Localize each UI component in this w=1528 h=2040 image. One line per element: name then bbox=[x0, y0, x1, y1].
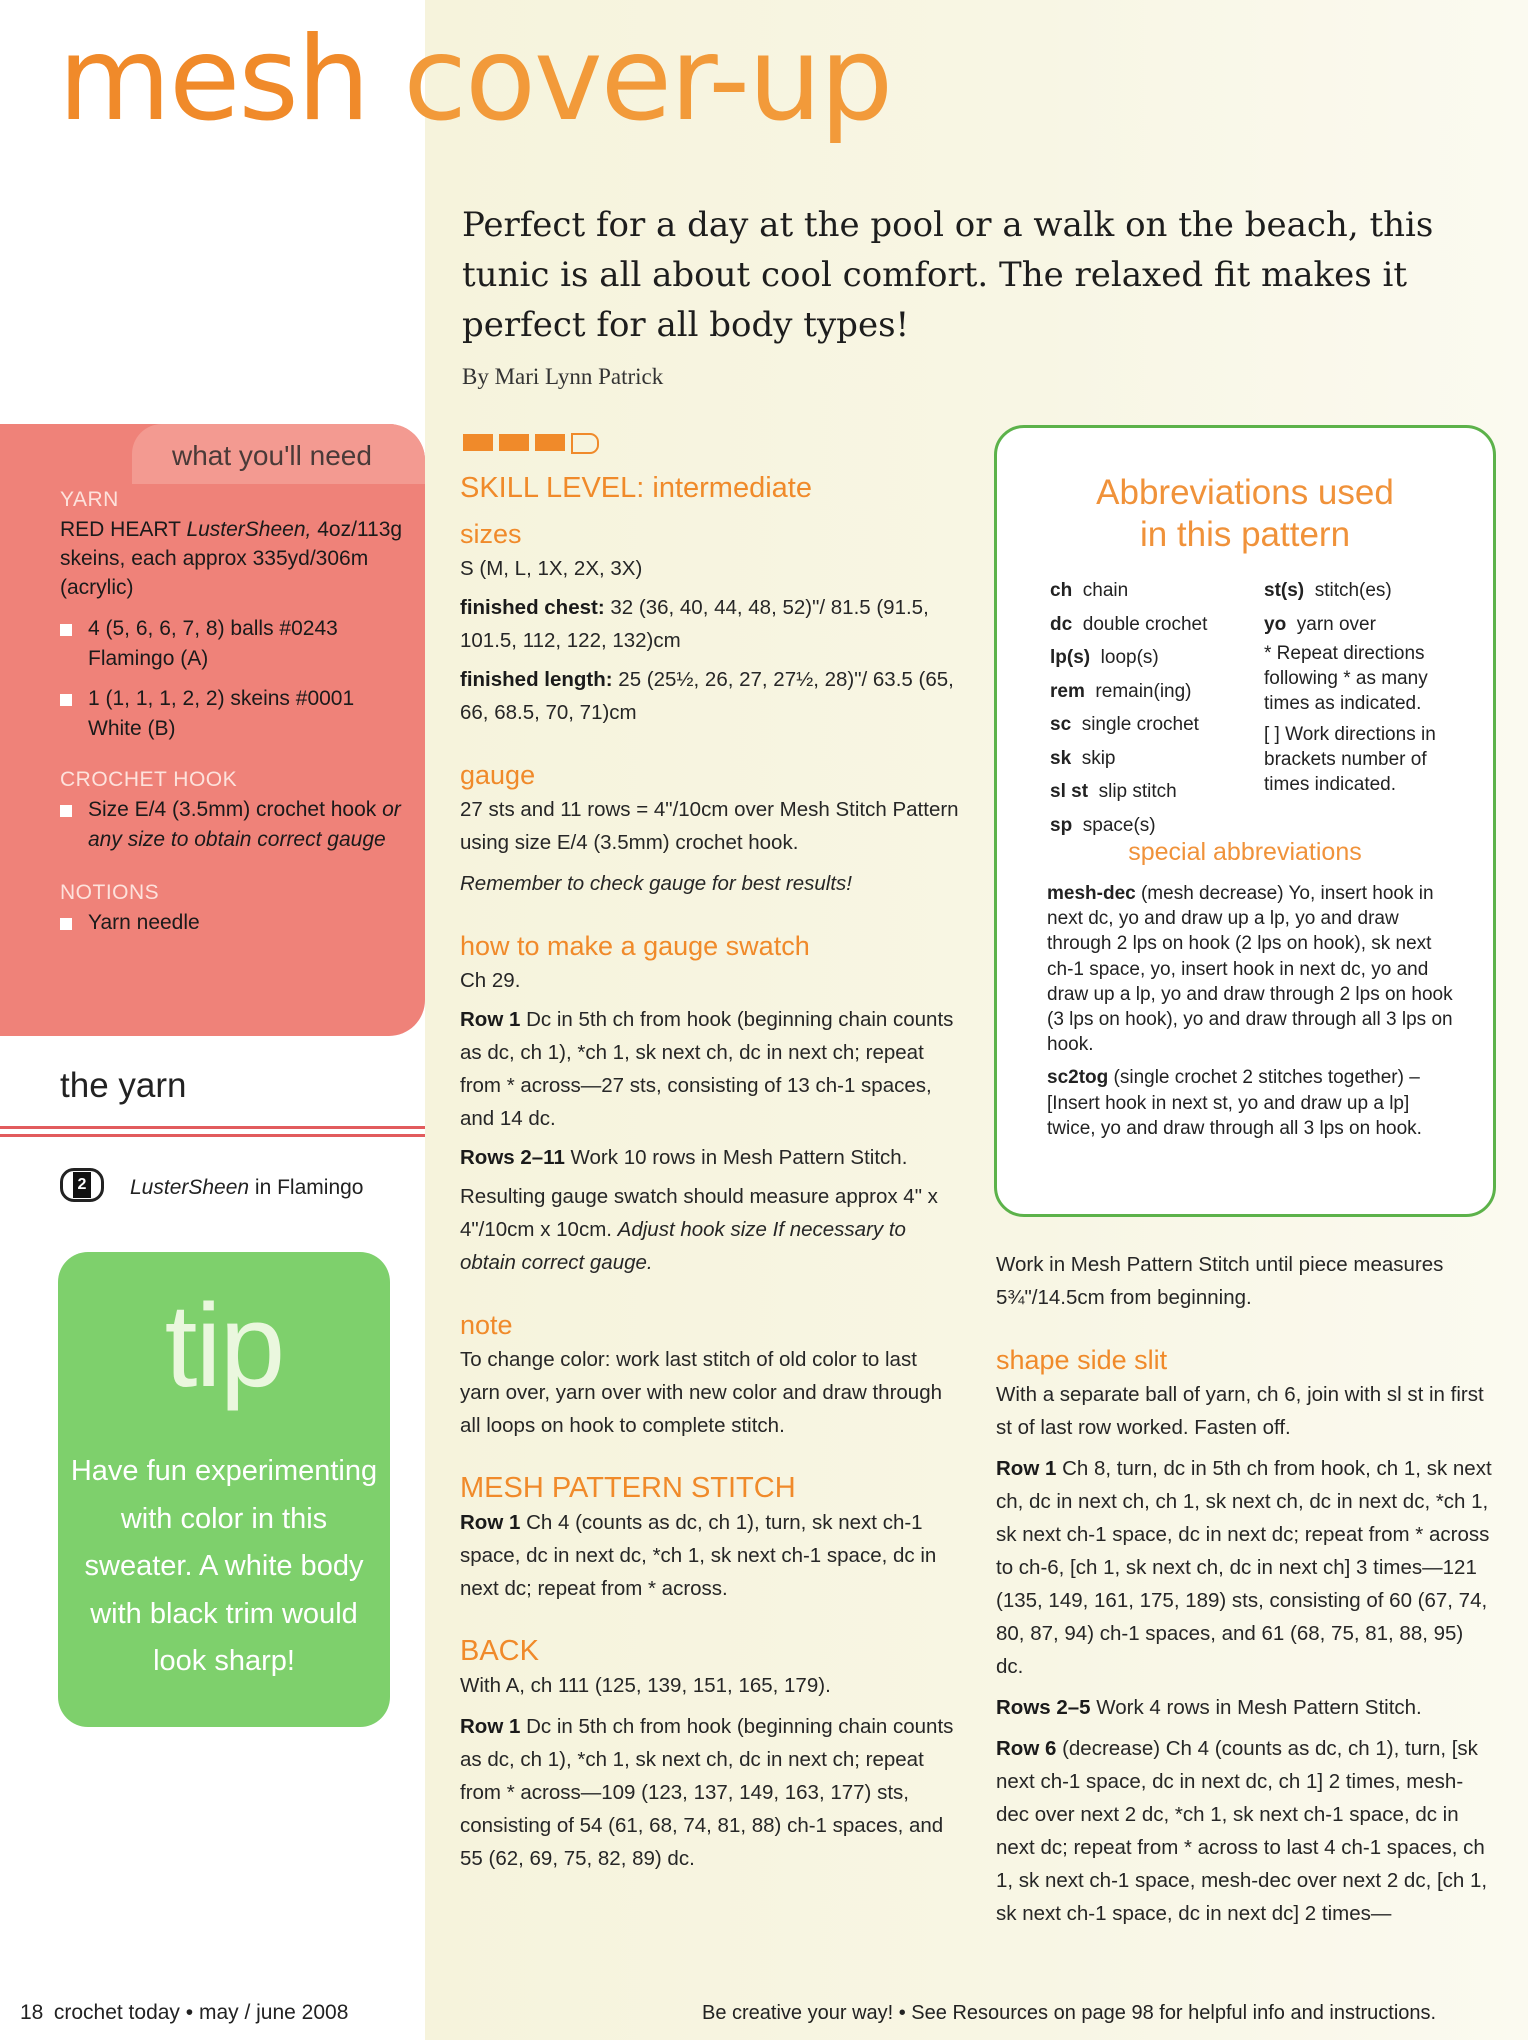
page-number: 18 bbox=[20, 2001, 44, 2024]
back-text: With A, ch 111 (125, 139, 151, 165, 179). bbox=[460, 1674, 831, 1697]
divider bbox=[0, 1134, 425, 1137]
abbreviations-title bbox=[994, 472, 1496, 556]
abbreviation-note: * Repeat directions following * as many times as indicated. bbox=[1264, 643, 1428, 714]
title-word-mesh: mesh bbox=[58, 12, 369, 147]
special-abbreviation-text: (mesh decrease) Yo, insert hook in next dc, yo and draw up a lp, yo and draw through 2 lps on hook (2 lps on hook), sk next ch-1 space, yo, insert hook in next dc, yo and draw up a lp, yo and draw through 2 lps on hook (3 lps on hook), yo and draw through all 3 lps on hook. bbox=[1047, 883, 1453, 1056]
abbreviation-item bbox=[1050, 809, 1250, 843]
yarn-brand: RED HEART bbox=[60, 518, 181, 541]
abbreviation-item bbox=[1050, 675, 1250, 709]
special-abbreviations bbox=[1047, 881, 1462, 1149]
special-abbreviation-key: mesh-dec bbox=[1047, 883, 1136, 904]
note-heading: note bbox=[460, 1310, 513, 1340]
yarn-desc: 4oz/113g skeins, each approx 335yd/306m (acrylic) bbox=[60, 518, 403, 599]
swatch-row1 bbox=[460, 1003, 960, 1135]
yarn-heading: YARN bbox=[60, 488, 119, 511]
sizes-text: S (M, L, 1X, 2X, 3X) bbox=[460, 557, 643, 580]
notions-item: Yarn needle bbox=[60, 908, 410, 938]
mesh-row1 bbox=[460, 1506, 960, 1605]
instructions-column-left bbox=[460, 470, 960, 1875]
abbreviations-title-line: in this pattern bbox=[1139, 515, 1351, 554]
gauge-heading: gauge bbox=[460, 760, 536, 790]
hook-heading: CROCHET HOOK bbox=[60, 768, 238, 791]
abbreviation-key: lp(s) bbox=[1050, 647, 1091, 668]
slit-row1-label: Row 1 bbox=[996, 1457, 1057, 1480]
special-abbreviation-sc2tog bbox=[1047, 1065, 1462, 1141]
abbreviation-item bbox=[1050, 574, 1250, 608]
skill-level-label: SKILL LEVEL: bbox=[460, 472, 645, 504]
yarn-weight-icon bbox=[60, 1168, 104, 1202]
special-abbreviation-text: (single crochet 2 stitches together) – [Insert hook in next st, yo and draw up a lp] twice, yo and draw through all 3 lps on hook. bbox=[1047, 1067, 1422, 1139]
footer-folio bbox=[20, 2000, 348, 2025]
abbreviation-item bbox=[1050, 608, 1250, 642]
abbreviation-value: chain bbox=[1082, 580, 1129, 601]
skill-level-segment bbox=[463, 434, 493, 451]
hook-item bbox=[60, 795, 410, 855]
abbreviation-value: yarn over bbox=[1296, 613, 1376, 635]
abbreviation-value: loop(s) bbox=[1100, 647, 1159, 668]
back-row1-text: Dc in 5th ch from hook (beginning chain counts as dc, ch 1), *ch 1, sk next ch, dc in next ch; repeat from * across—109 (123, 137, 149, 163, 177) sts, consisting of 54 (61, 68, 74, 81, 88) ch-1 spaces, and 55 (62, 69, 75, 82, 89) dc. bbox=[460, 1715, 954, 1870]
swatch-result-italic: Adjust hook size If necessary to obtain correct gauge. bbox=[460, 1218, 906, 1274]
back-row1 bbox=[460, 1710, 960, 1875]
abbreviation-value: slip stitch bbox=[1098, 781, 1177, 802]
abbreviation-key: sl st bbox=[1050, 781, 1089, 802]
swatch-ch: Ch 29. bbox=[460, 969, 521, 992]
yarn-item: 1 (1, 1, 1, 2, 2) skeins #0001 White (B) bbox=[60, 684, 410, 744]
slit-row6-text: (decrease) Ch 4 (counts as dc, ch 1), turn, [sk next ch-1 space, dc in next dc, ch 1] 2 times, mesh-dec over next 2 dc, *ch 1, sk next ch-1 space, dc in next dc; repeat from * across to last 4 ch-1 spaces, ch 1, sk next ch-1 space, mesh-dec over next 2 dc, [ch 1, sk next ch-1 space, dc in next dc] 2 times— bbox=[996, 1737, 1488, 1925]
yarn-description bbox=[60, 515, 410, 602]
footer-tagline: Be creative your way! • See Resources on page 98 for helpful info and instructions. bbox=[702, 2002, 1437, 2024]
yarn-line-color: in Flamingo bbox=[249, 1176, 364, 1199]
abbreviation-item bbox=[1050, 775, 1250, 809]
swatch-result bbox=[460, 1180, 960, 1279]
abbreviation-value: stitch(es) bbox=[1314, 580, 1392, 601]
swatch-row1-label: Row 1 bbox=[460, 1008, 521, 1031]
abbreviations-title-line: Abbreviations used bbox=[1096, 473, 1394, 512]
abbreviation-item bbox=[1264, 574, 1464, 608]
what-youll-need-heading: what you'll need bbox=[172, 440, 372, 471]
mesh-row1-text: Ch 4 (counts as dc, ch 1), turn, sk next ch-1 space, dc in next dc, *ch 1, sk next ch-1 space, dc in next dc; repeat from * across. bbox=[460, 1511, 937, 1600]
skill-level-segment bbox=[535, 434, 565, 451]
finished-length bbox=[460, 663, 960, 729]
the-yarn-heading: the yarn bbox=[60, 1066, 187, 1105]
slit-rows25 bbox=[996, 1691, 1496, 1724]
special-abbreviation-key: sc2tog bbox=[1047, 1067, 1109, 1089]
finished-chest-label: finished chest: bbox=[460, 596, 605, 619]
finished-chest bbox=[460, 591, 960, 657]
work-text: Work in Mesh Pattern Stitch until piece measures 5¾"/14.5cm from beginning. bbox=[996, 1253, 1444, 1309]
abbreviation-key: rem bbox=[1050, 680, 1085, 702]
gauge-text: 27 sts and 11 rows = 4"/10cm over Mesh Stitch Pattern using size E/4 (3.5mm) crochet hook. bbox=[460, 798, 959, 854]
slit-row1 bbox=[996, 1452, 1496, 1683]
gauge-note: Remember to check gauge for best results! bbox=[460, 872, 852, 895]
abbreviation-value: single crochet bbox=[1081, 714, 1199, 735]
swatch-row1-text: Dc in 5th ch from hook (beginning chain counts as dc, ch 1), *ch 1, sk next ch, dc in next ch; repeat from * across—27 sts, consisting of 13 ch-1 spaces, and 14 dc. bbox=[460, 1008, 954, 1130]
abbreviation-value: remain(ing) bbox=[1095, 680, 1192, 702]
hook-item-alt: or any size to obtain correct gauge bbox=[88, 798, 401, 851]
title-word-coverup: cover-up bbox=[403, 12, 892, 147]
abbreviation-key: st(s) bbox=[1264, 580, 1305, 601]
abbreviations-list-right bbox=[1264, 574, 1464, 803]
abbreviation-item bbox=[1050, 708, 1250, 742]
abbreviation-item bbox=[1050, 641, 1250, 675]
instructions-column-right bbox=[996, 1248, 1496, 1930]
yarn-name: LusterSheen, bbox=[186, 518, 312, 541]
slit-row6 bbox=[996, 1732, 1496, 1930]
skill-level-meter bbox=[463, 433, 613, 453]
back-heading: BACK bbox=[460, 1635, 539, 1667]
swatch-heading: how to make a gauge swatch bbox=[460, 931, 810, 961]
back-row1-label: Row 1 bbox=[460, 1715, 521, 1738]
skill-level bbox=[460, 470, 960, 506]
page-title bbox=[58, 10, 891, 149]
abbreviation-key: ch bbox=[1050, 580, 1073, 601]
abbreviation-key: sc bbox=[1050, 714, 1072, 735]
abbreviation-key: yo bbox=[1264, 613, 1287, 635]
sizes-heading: sizes bbox=[460, 519, 522, 549]
abbreviation-value: double crochet bbox=[1082, 613, 1208, 635]
slit-row1-text: Ch 8, turn, dc in 5th ch from hook, ch 1, sk next ch, dc in next ch, ch 1, sk next ch, dc in next dc, *ch 1, sk next ch-1 space, dc in next dc; repeat from * across to ch-6, [ch 1, sk next ch, dc in next ch] 3 times—121 (135, 149, 161, 175, 189) sts, consisting of 60 (67, 74, 80, 87, 94) ch-1 spaces, and 61 (68, 75, 81, 88, 95) dc. bbox=[996, 1457, 1492, 1678]
swatch-rows bbox=[460, 1141, 960, 1174]
magazine-issue: crochet today • may / june 2008 bbox=[53, 2001, 349, 2024]
mesh-heading: MESH PATTERN STITCH bbox=[460, 1472, 796, 1504]
special-abbreviations-heading: special abbreviations bbox=[1128, 838, 1362, 866]
abbreviation-key: sk bbox=[1050, 747, 1072, 769]
divider bbox=[0, 1126, 425, 1129]
abbreviation-value: space(s) bbox=[1082, 814, 1156, 836]
abbreviation-value: skip bbox=[1081, 747, 1116, 769]
abbreviation-key: sp bbox=[1050, 814, 1073, 836]
tip-heading: tip bbox=[164, 1280, 284, 1412]
swatch-rows-label: Rows 2–11 bbox=[460, 1146, 565, 1169]
notions-heading: NOTIONS bbox=[60, 881, 160, 904]
yarn-line bbox=[130, 1176, 363, 1200]
shape-side-slit-text: With a separate ball of yarn, ch 6, join with sl st in first st of last row worked. Fasten off. bbox=[996, 1383, 1484, 1439]
tip-text: Have fun experimenting with color in this sweater. A white body with black trim would look sharp! bbox=[70, 1455, 378, 1677]
skill-level-segment bbox=[499, 434, 529, 451]
slit-rows25-label: Rows 2–5 bbox=[996, 1696, 1091, 1719]
slit-row6-label: Row 6 bbox=[996, 1737, 1057, 1760]
abbreviations-list-left bbox=[1050, 574, 1250, 842]
finished-length-label: finished length: bbox=[460, 668, 613, 691]
swatch-result-text: Resulting gauge swatch should measure approx 4" x 4"/10cm x 10cm. bbox=[460, 1185, 938, 1241]
abbreviation-item bbox=[1264, 608, 1464, 642]
materials-list bbox=[60, 488, 410, 938]
abbreviation-note: [ ] Work directions in brackets number of times indicated. bbox=[1264, 724, 1436, 795]
intro-paragraph: Perfect for a day at the pool or a walk on the beach, this tunic is all about cool comfort. The relaxed fit makes it perfect for all body types! bbox=[462, 205, 1434, 345]
special-abbreviation-meshdec bbox=[1047, 881, 1462, 1057]
finished-length-text: 25 (25½, 26, 27, 27½, 28)"/ 63.5 (65, 66, 68.5, 70, 71)cm bbox=[460, 668, 954, 724]
yarn-line-name: LusterSheen bbox=[130, 1176, 250, 1199]
mesh-row1-label: Row 1 bbox=[460, 1511, 521, 1534]
skill-level-segment-empty bbox=[571, 433, 599, 454]
slit-rows25-text: Work 4 rows in Mesh Pattern Stitch. bbox=[1090, 1696, 1422, 1719]
swatch-rows-text: Work 10 rows in Mesh Pattern Stitch. bbox=[564, 1146, 908, 1169]
byline: By Mari Lynn Patrick bbox=[462, 364, 664, 389]
shape-side-slit-heading: shape side slit bbox=[996, 1345, 1168, 1375]
note-text: To change color: work last stitch of old color to last yarn over, yarn over with new color and draw through all loops on hook to complete stitch. bbox=[460, 1348, 943, 1437]
hook-item-size: Size E/4 (3.5mm) crochet hook bbox=[88, 798, 377, 821]
abbreviation-key: dc bbox=[1050, 613, 1073, 635]
abbreviation-item bbox=[1050, 742, 1250, 776]
yarn-weight-number: 2 bbox=[73, 1172, 91, 1198]
skill-level-value: intermediate bbox=[652, 472, 812, 504]
finished-chest-text: 32 (36, 40, 44, 48, 52)"/ 81.5 (91.5, 101.5, 112, 122, 132)cm bbox=[460, 596, 929, 652]
yarn-item: 4 (5, 6, 6, 7, 8) balls #0243 Flamingo (A) bbox=[60, 614, 410, 674]
